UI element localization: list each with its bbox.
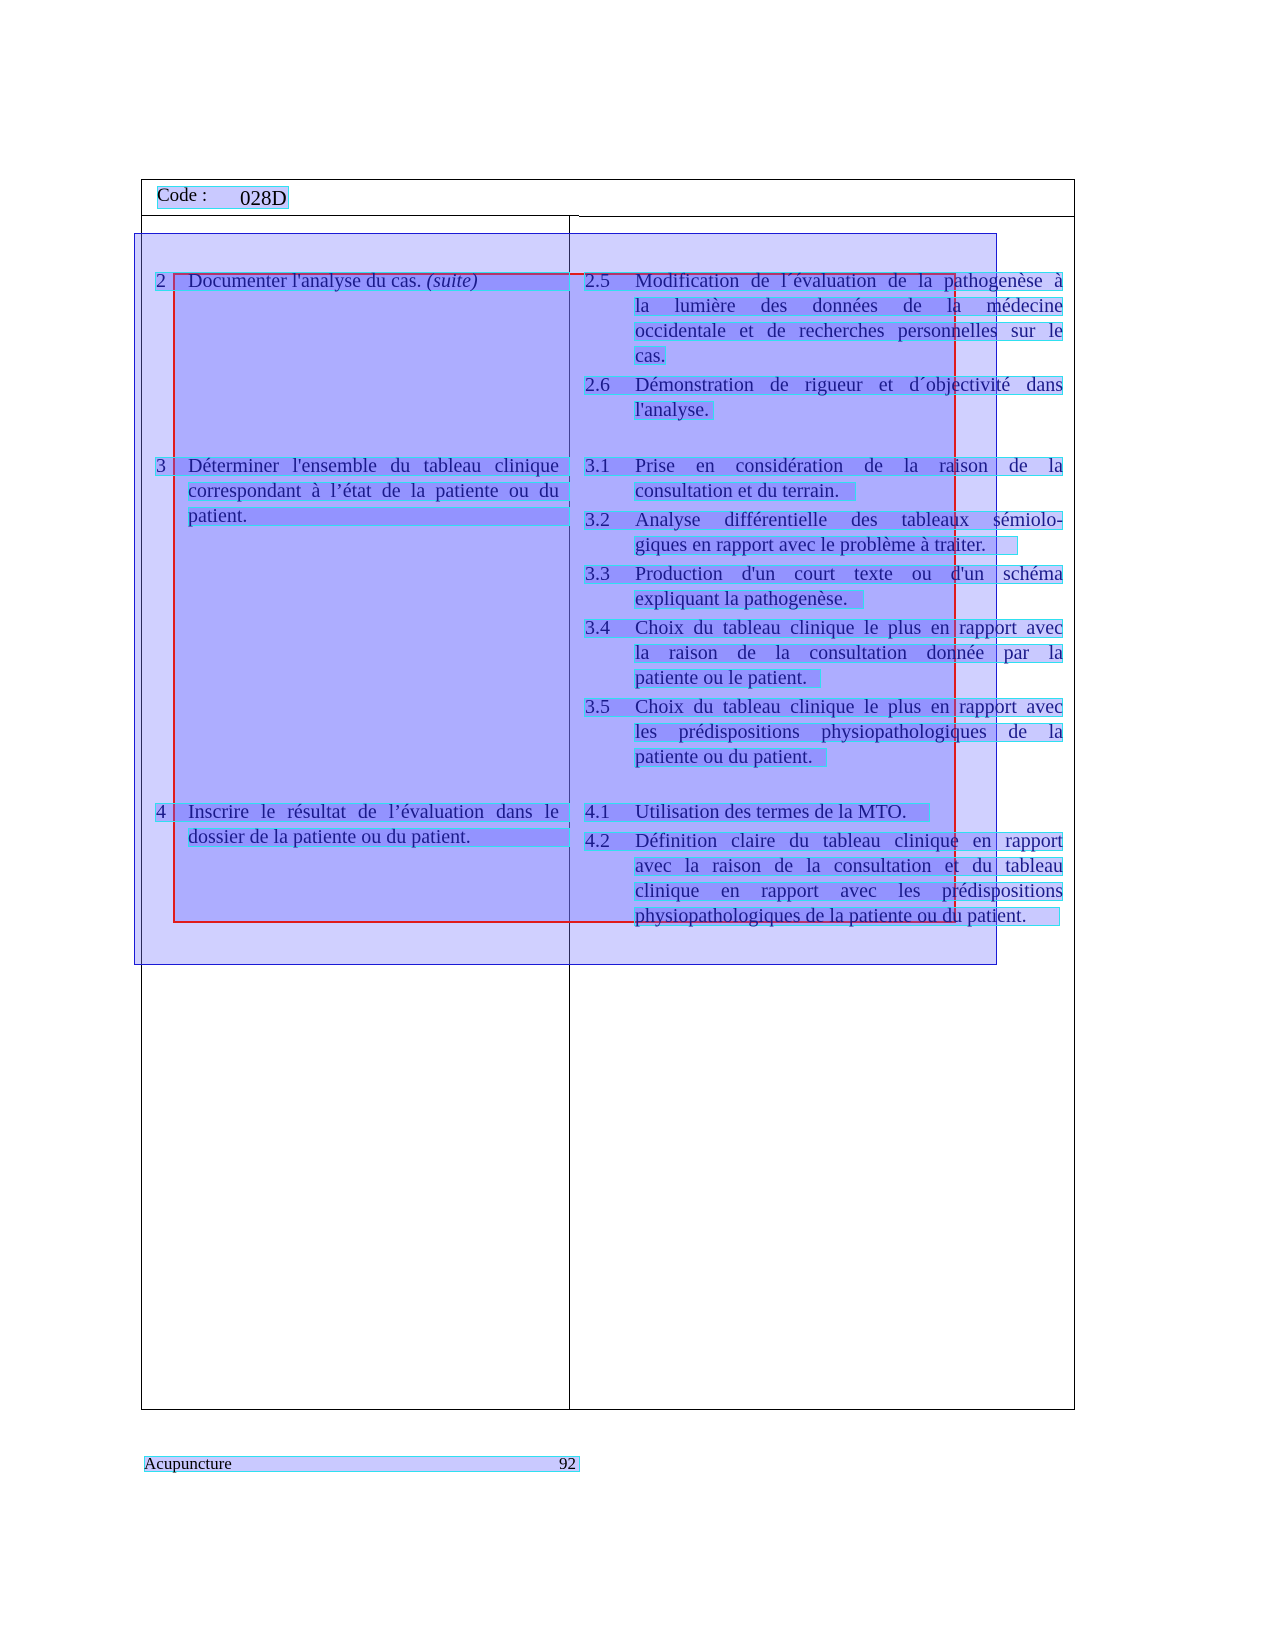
text-line: Modification de l´évaluation de la pathogenèse à bbox=[635, 270, 1063, 292]
text-line: Prise en considération de la raison de la bbox=[635, 455, 1063, 477]
right-item-text bbox=[635, 269, 1063, 368]
left-item-number: 2 bbox=[156, 270, 166, 292]
text-line: la raison de la consultation donnée par la bbox=[635, 642, 1063, 664]
text-line: occidentale et de recherches personnelles sur le bbox=[635, 320, 1063, 342]
text-line: Choix du tableau clinique le plus en rapport avec bbox=[635, 696, 1063, 718]
text-line: la lumière des données de la médecine bbox=[635, 295, 1063, 317]
left-item-number: 3 bbox=[156, 455, 166, 477]
text-line: avec la raison de la consultation et du tableau bbox=[635, 855, 1063, 877]
right-item-number: 2.5 bbox=[585, 270, 610, 292]
text-line: patient. bbox=[188, 505, 248, 527]
text-line: clinique en rapport avec les prédispositions bbox=[635, 880, 1063, 902]
right-item-number: 2.6 bbox=[585, 374, 610, 396]
text-line: Choix du tableau clinique le plus en rapport avec bbox=[635, 617, 1063, 639]
text-line: expliquant la pathogenèse. bbox=[635, 588, 848, 610]
footer-title: Acupuncture bbox=[144, 1454, 232, 1473]
right-item-number: 4.1 bbox=[585, 801, 610, 823]
text-line: physiopathologiques de la patiente ou du patient. bbox=[635, 905, 1027, 927]
text-line: giques en rapport avec le problème à traiter. bbox=[635, 534, 986, 556]
right-item-number: 3.1 bbox=[585, 455, 610, 477]
text-line: cas. bbox=[635, 345, 666, 367]
right-item-text bbox=[635, 454, 1063, 503]
page-number: 92 bbox=[559, 1454, 576, 1473]
text-line: dossier de la patiente ou du patient. bbox=[188, 826, 471, 848]
right-item-number: 3.5 bbox=[585, 696, 610, 718]
header-divider bbox=[141, 215, 579, 216]
text-line: les prédispositions physiopathologiques de la bbox=[635, 721, 1063, 743]
text-line: correspondant à l’état de la patiente ou du bbox=[188, 480, 559, 502]
right-item-text bbox=[635, 616, 1063, 690]
text-line: patiente ou du patient. bbox=[635, 746, 813, 768]
header-divider-right bbox=[579, 216, 1075, 217]
text-line: patiente ou le patient. bbox=[635, 667, 808, 689]
text-line: Inscrire le résultat de l’évaluation dans le bbox=[188, 801, 559, 823]
text-line: Déterminer l'ensemble du tableau clinique bbox=[188, 455, 559, 477]
text-line: Production d'un court texte ou d'un schéma bbox=[635, 563, 1063, 585]
right-item-number: 4.2 bbox=[585, 830, 610, 852]
right-item-number: 3.2 bbox=[585, 509, 610, 531]
left-item-number: 4 bbox=[156, 801, 166, 823]
left-item-text bbox=[188, 454, 559, 528]
right-item-number: 3.4 bbox=[585, 617, 610, 639]
right-item-text bbox=[635, 695, 1063, 769]
right-item-text: Utilisation des termes de la MTO. bbox=[635, 801, 907, 823]
left-item-text bbox=[188, 800, 559, 849]
right-item-text bbox=[635, 508, 1063, 557]
text-line: Démonstration de rigueur et d´objectivité dans bbox=[635, 374, 1063, 396]
code-value: 028D bbox=[240, 186, 287, 210]
text-line: consultation et du terrain. bbox=[635, 480, 840, 502]
right-item-text bbox=[635, 562, 1063, 611]
left-item-text: Documenter l'analyse du cas. (suite) bbox=[188, 270, 478, 292]
right-item-text bbox=[635, 373, 1063, 422]
text-line: l'analyse. bbox=[635, 399, 710, 421]
text-line: Définition claire du tableau clinique en rapport bbox=[635, 830, 1063, 852]
right-item-text bbox=[635, 829, 1063, 928]
right-item-number: 3.3 bbox=[585, 563, 610, 585]
text-line: Analyse différentielle des tableaux sémiolo- bbox=[635, 509, 1063, 531]
code-label: Code : bbox=[157, 185, 208, 206]
